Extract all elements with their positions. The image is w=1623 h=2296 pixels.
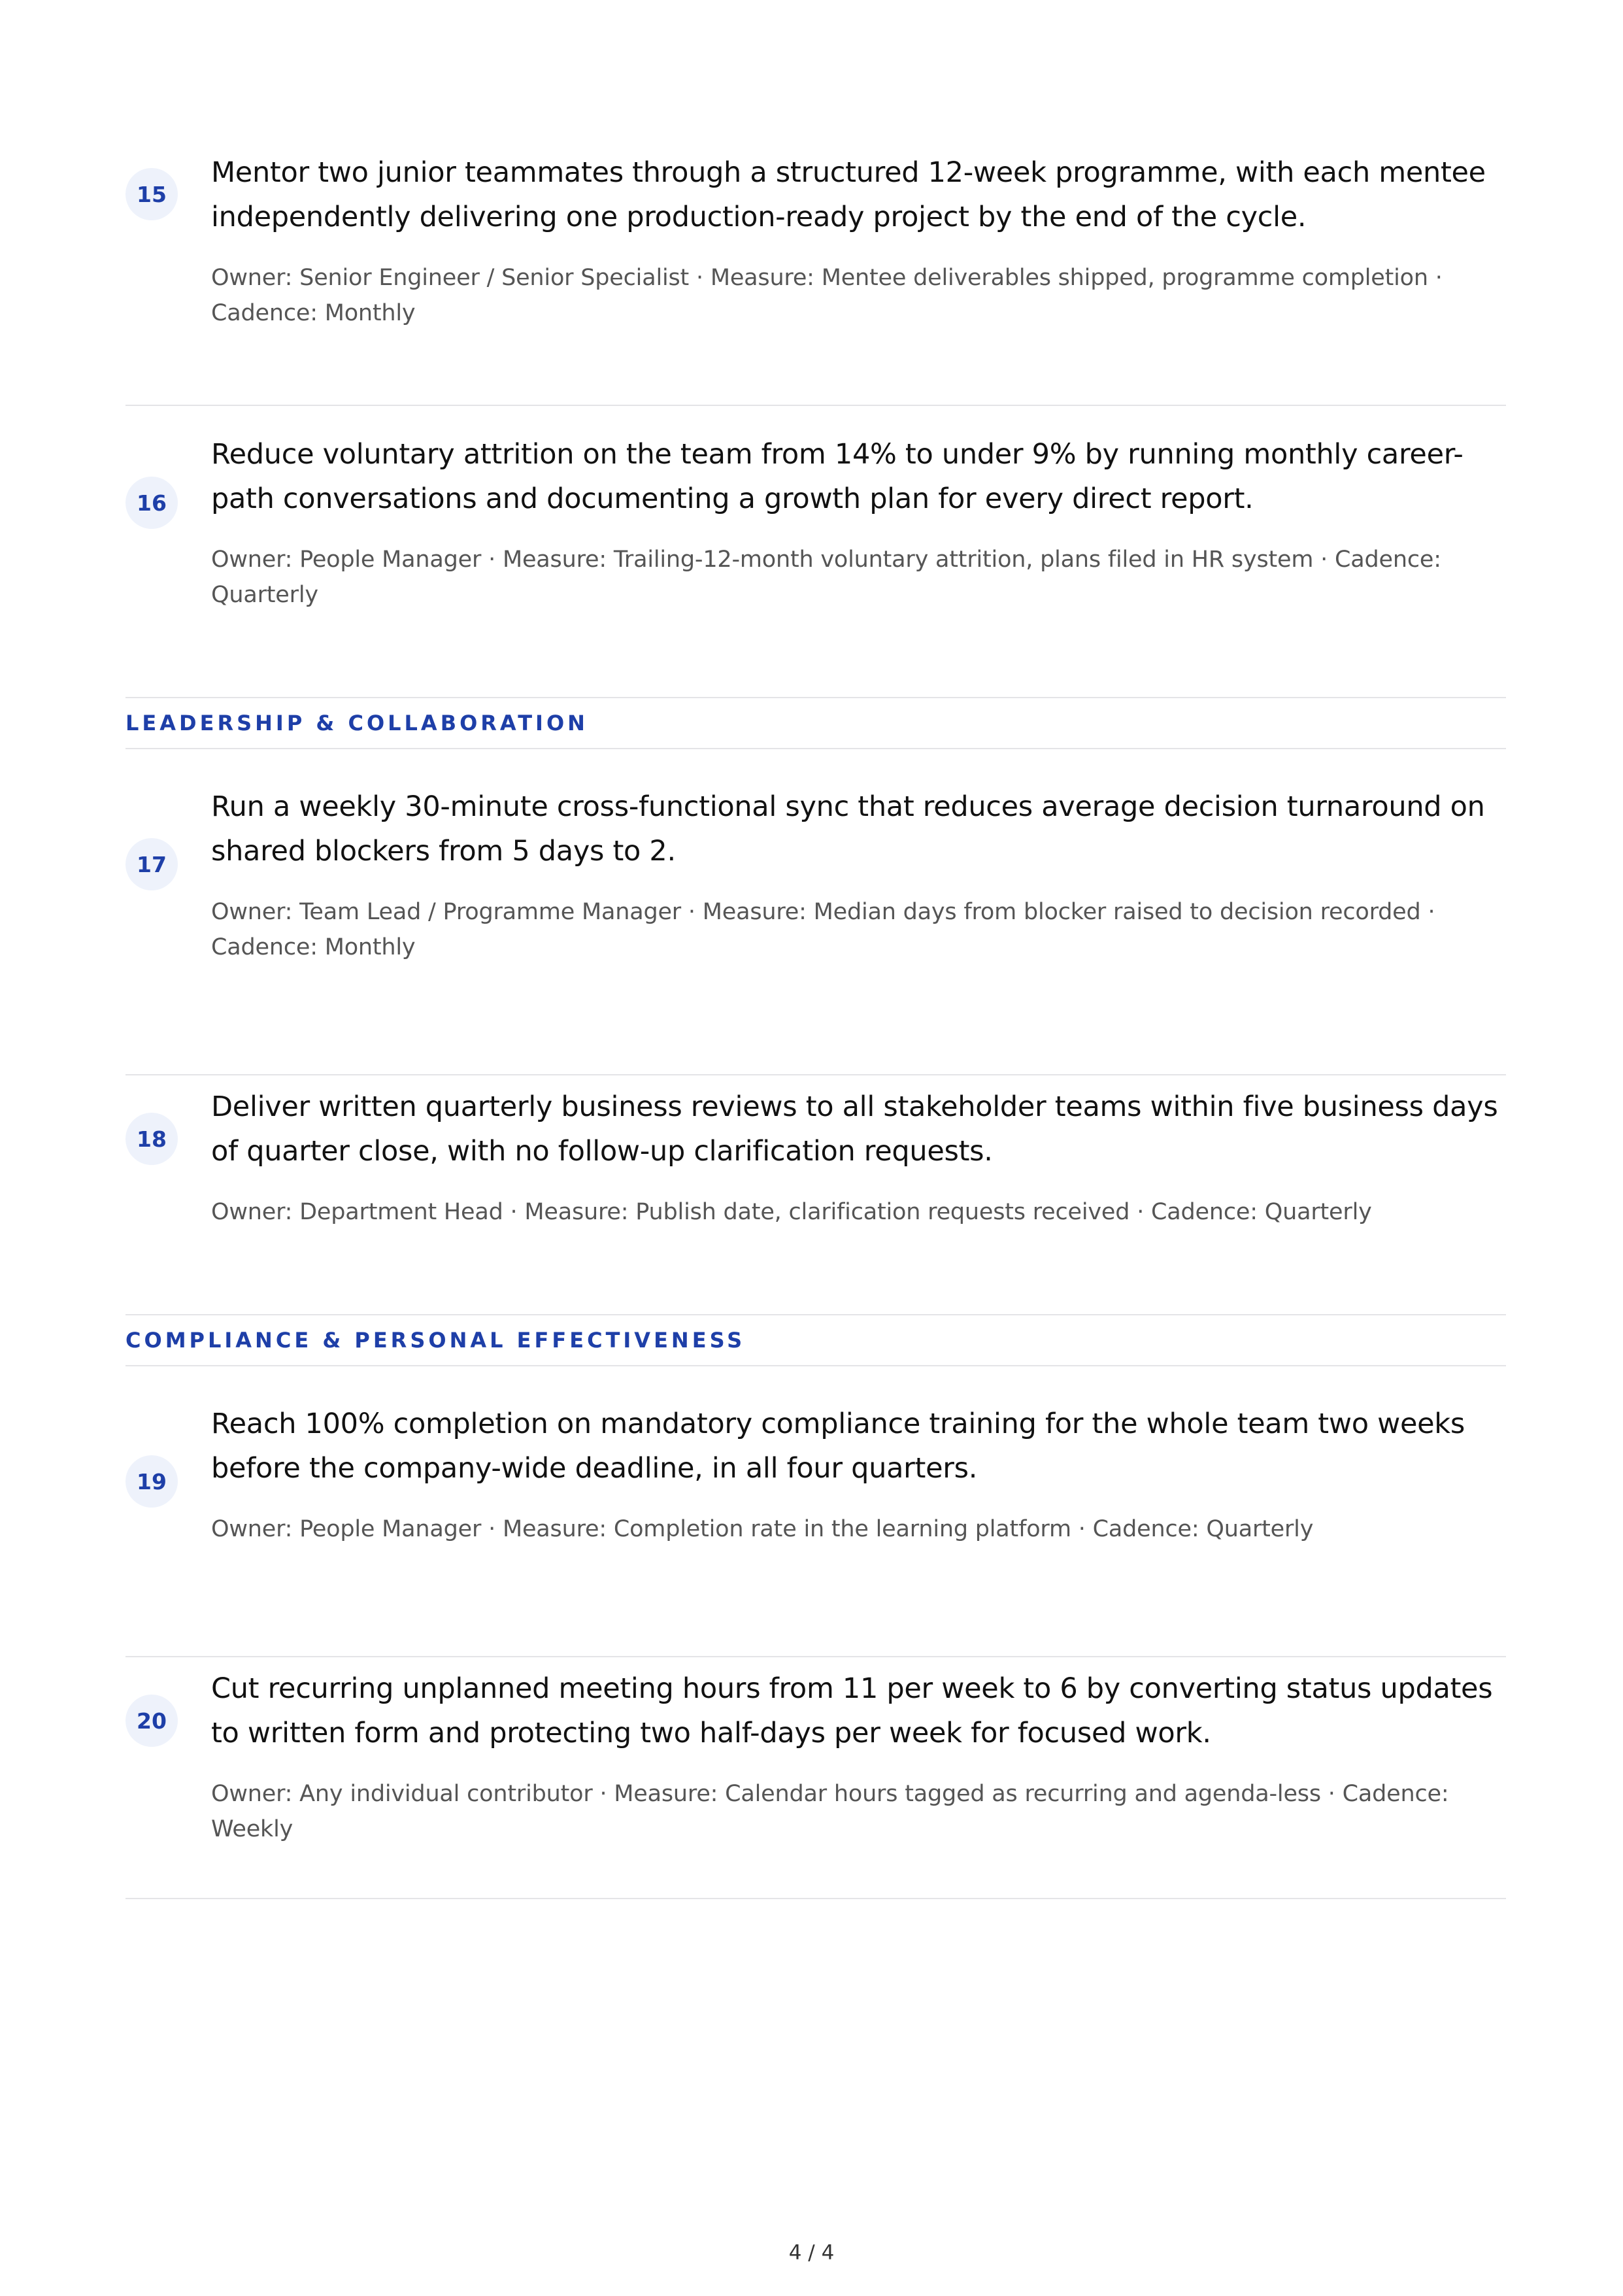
goal-item bbox=[125, 150, 1506, 406]
goal-title: Deliver written quarterly business reviews to all stakeholder teams within five business days of quarter close, with no follow-up clarification requests. bbox=[211, 1090, 1498, 1168]
goal-title: Mentor two junior teammates through a structured 12-week programme, with each mentee independently delivering one production-ready project by the end of the cycle. bbox=[211, 156, 1486, 233]
page-number: 4 / 4 bbox=[788, 2241, 835, 2265]
goal-item bbox=[125, 785, 1506, 1075]
goal-item bbox=[125, 1085, 1506, 1315]
section-heading-compliance: COMPLIANCE & PERSONAL EFFECTIVENESS bbox=[125, 1315, 1506, 1366]
goal-number-badge: 18 bbox=[125, 1113, 178, 1165]
goal-meta: Owner: People Manager · Measure: Trailing-12-month voluntary attrition, plans filed in HR system · Cadence: Quarterly bbox=[211, 547, 1441, 608]
goal-item bbox=[125, 1402, 1506, 1657]
goal-number-badge: 20 bbox=[125, 1695, 178, 1747]
goal-item bbox=[125, 432, 1506, 698]
goal-item bbox=[125, 1666, 1506, 1899]
goal-meta: Owner: Any individual contributor · Measure: Calendar hours tagged as recurring and agenda-less · Cadence: Weekly bbox=[211, 1781, 1449, 1842]
goal-number-badge: 17 bbox=[125, 838, 178, 890]
goal-title: Reduce voluntary attrition on the team from 14% to under 9% by running monthly career-path conversations and documenting a growth plan for every direct report. bbox=[211, 438, 1464, 515]
goal-meta: Owner: Department Head · Measure: Publish date, clarification requests received · Cadence: Quarterly bbox=[211, 1199, 1372, 1225]
goal-number-badge: 19 bbox=[125, 1455, 178, 1508]
goal-title: Run a weekly 30-minute cross-functional sync that reduces average decision turnaround on shared blockers from 5 days to 2. bbox=[211, 790, 1485, 868]
goal-number-badge: 16 bbox=[125, 477, 178, 529]
goal-meta: Owner: Senior Engineer / Senior Specialist · Measure: Mentee deliverables shipped, programme completion · Cadence: Monthly bbox=[211, 265, 1443, 326]
goal-meta: Owner: Team Lead / Programme Manager · Measure: Median days from blocker raised to decision recorded · Cadence: Monthly bbox=[211, 899, 1435, 960]
goal-title: Cut recurring unplanned meeting hours from 11 per week to 6 by converting status updates to written form and protecting two half-days per week for focused work. bbox=[211, 1672, 1493, 1749]
document-page bbox=[125, 150, 1506, 1899]
goal-title: Reach 100% completion on mandatory compliance training for the whole team two weeks before the company-wide deadline, in all four quarters. bbox=[211, 1408, 1465, 1485]
section-heading-leadership: LEADERSHIP & COLLABORATION bbox=[125, 698, 1506, 749]
goal-meta: Owner: People Manager · Measure: Completion rate in the learning platform · Cadence: Quarterly bbox=[211, 1516, 1314, 1542]
goal-number-badge: 15 bbox=[125, 168, 178, 220]
